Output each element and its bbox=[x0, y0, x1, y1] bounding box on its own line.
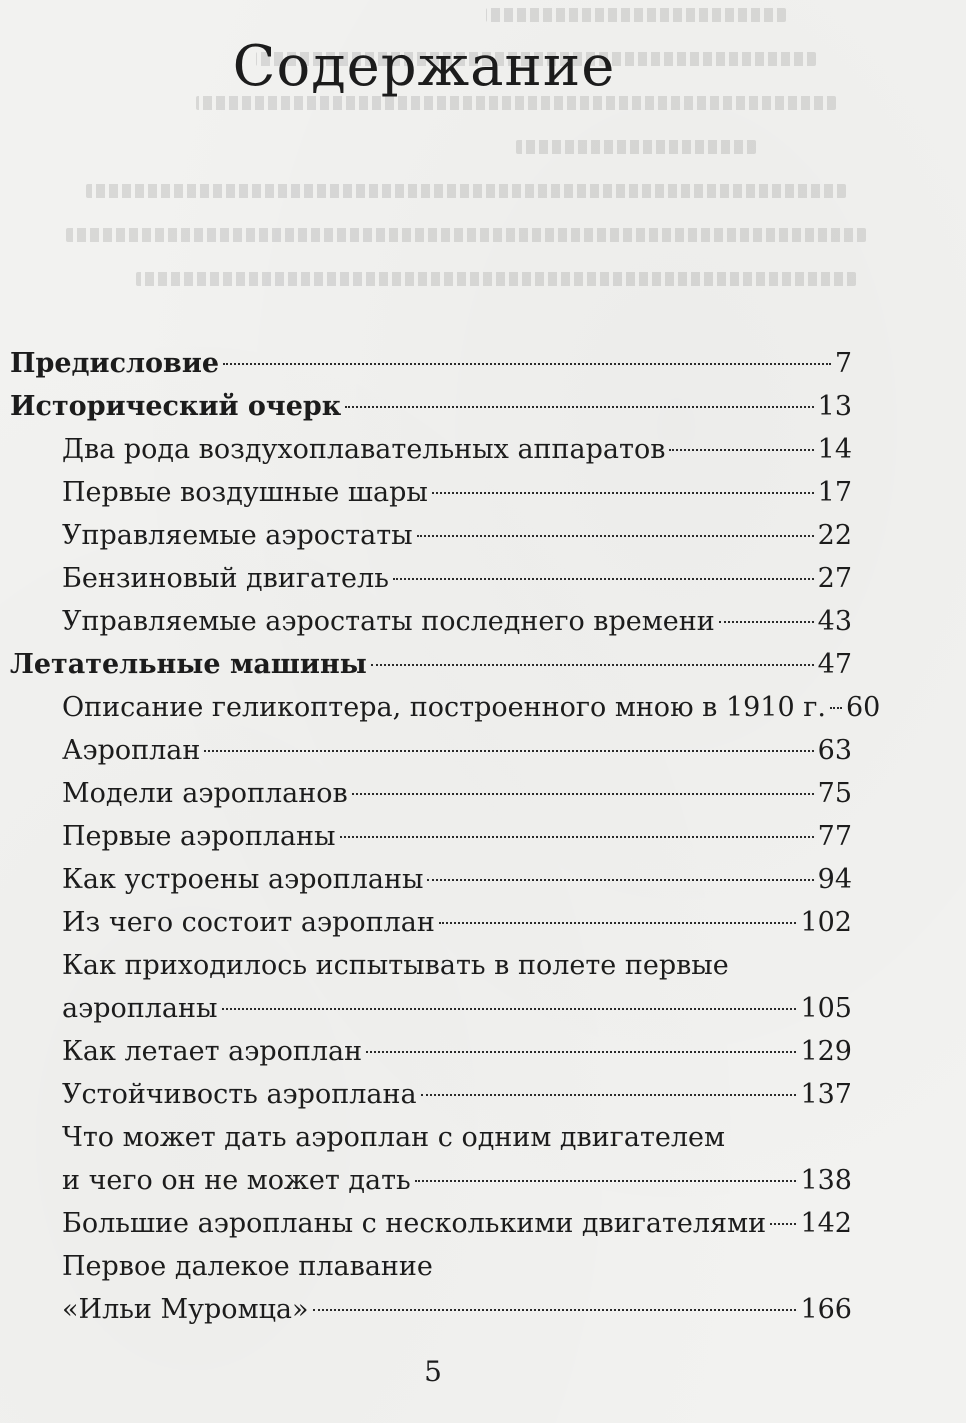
toc-entry-title: Управляемые аэростаты последнего времени bbox=[62, 606, 715, 637]
toc-entry-title: Модели аэропланов bbox=[62, 778, 348, 809]
toc-subsection-entry bbox=[10, 815, 852, 858]
toc-entry-title: Описание геликоптера, построенного мною в 1910 г. bbox=[62, 692, 826, 723]
toc-section-entry bbox=[10, 385, 852, 428]
dot-leader bbox=[340, 836, 814, 838]
toc-page-number: 14 bbox=[817, 434, 852, 465]
toc-page-number: 17 bbox=[817, 477, 852, 508]
dot-leader bbox=[439, 922, 797, 924]
dot-leader bbox=[393, 578, 814, 580]
toc-entry-title: Устойчивость аэроплана bbox=[62, 1079, 417, 1110]
toc-page-number: 77 bbox=[817, 821, 852, 852]
toc-subsection-entry bbox=[10, 1288, 852, 1331]
toc-page-number: 166 bbox=[800, 1294, 852, 1325]
toc-page-number: 138 bbox=[800, 1165, 852, 1196]
toc-page-number: 27 bbox=[817, 563, 852, 594]
toc-subsection-entry bbox=[10, 1202, 852, 1245]
toc-subsection-entry bbox=[10, 686, 881, 729]
dot-leader bbox=[223, 363, 831, 365]
toc-page-number: 63 bbox=[817, 735, 852, 766]
toc-entry-title: Два рода воздухоплавательных аппаратов bbox=[62, 434, 666, 465]
toc-page-number: 60 bbox=[845, 692, 881, 723]
toc-entry-title: аэропланы bbox=[62, 993, 218, 1024]
toc-subsection-entry bbox=[10, 1116, 852, 1159]
dot-leader bbox=[417, 535, 814, 537]
dot-leader bbox=[222, 1008, 797, 1010]
toc-page-number: 142 bbox=[800, 1208, 852, 1239]
toc-entry-title: «Ильи Муромца» bbox=[62, 1294, 309, 1325]
toc-subsection-entry bbox=[10, 1030, 852, 1073]
dot-leader bbox=[432, 492, 814, 494]
toc-entry-title: Управляемые аэростаты bbox=[62, 520, 413, 551]
toc-subsection-entry bbox=[10, 772, 852, 815]
toc-subsection-entry bbox=[10, 987, 852, 1030]
toc-page-number: 7 bbox=[834, 348, 852, 379]
toc-subsection-entry bbox=[10, 1159, 852, 1202]
toc-entry-title: Из чего состоит аэроплан bbox=[62, 907, 435, 938]
dot-leader bbox=[366, 1051, 796, 1053]
dot-leader bbox=[770, 1223, 796, 1225]
toc-page-number: 22 bbox=[817, 520, 852, 551]
dot-leader bbox=[345, 406, 813, 408]
toc-entry-title: Большие аэропланы с несколькими двигателями bbox=[62, 1208, 767, 1239]
toc-page-number: 137 bbox=[800, 1079, 852, 1110]
toc-entry-title: Что может дать аэроплан с одним двигателем bbox=[62, 1122, 726, 1153]
toc-page-number: 47 bbox=[817, 649, 852, 680]
toc-entry-title: Летательные машины bbox=[10, 649, 367, 680]
toc-entry-title: Как приходилось испытывать в полете первые bbox=[62, 950, 729, 981]
toc-subsection-entry bbox=[10, 600, 852, 643]
toc-subsection-entry bbox=[10, 1245, 852, 1288]
toc-subsection-entry bbox=[10, 729, 852, 772]
toc-entry-title: Первые воздушные шары bbox=[62, 477, 428, 508]
dot-leader bbox=[415, 1180, 797, 1182]
toc-entry-title: и чего он не может дать bbox=[62, 1165, 411, 1196]
toc-section-entry bbox=[10, 342, 852, 385]
toc-subsection-entry bbox=[10, 944, 852, 987]
toc-page-number: 129 bbox=[800, 1036, 852, 1067]
toc-subsection-entry bbox=[10, 557, 852, 600]
dot-leader bbox=[669, 449, 813, 451]
dot-leader bbox=[352, 793, 814, 795]
dot-leader bbox=[371, 664, 814, 666]
table-of-contents bbox=[10, 342, 881, 1331]
toc-subsection-entry bbox=[10, 1073, 852, 1116]
page-number: 5 bbox=[424, 1355, 442, 1388]
toc-subsection-entry bbox=[10, 428, 852, 471]
toc-entry-title: Исторический очерк bbox=[10, 391, 342, 422]
toc-entry-title: Бензиновый двигатель bbox=[62, 563, 389, 594]
toc-subsection-entry bbox=[10, 514, 852, 557]
dot-leader bbox=[719, 621, 814, 623]
dot-leader bbox=[204, 750, 813, 752]
dot-leader bbox=[313, 1309, 797, 1311]
dot-leader bbox=[427, 879, 813, 881]
toc-page-number: 75 bbox=[817, 778, 852, 809]
toc-page-number: 105 bbox=[800, 993, 852, 1024]
toc-entry-title: Как летает аэроплан bbox=[62, 1036, 363, 1067]
toc-entry-title: Как устроены аэропланы bbox=[62, 864, 424, 895]
toc-entry-title: Первое далекое плавание bbox=[62, 1251, 433, 1282]
page-title: Содержание bbox=[232, 34, 616, 99]
toc-entry-title: Первые аэропланы bbox=[62, 821, 336, 852]
dot-leader bbox=[421, 1094, 797, 1096]
dot-leader bbox=[830, 707, 842, 709]
toc-entry-title: Предисловие bbox=[10, 348, 220, 379]
toc-page-number: 102 bbox=[800, 907, 852, 938]
toc-subsection-entry bbox=[10, 471, 852, 514]
toc-page-number: 13 bbox=[817, 391, 852, 422]
toc-subsection-entry bbox=[10, 901, 852, 944]
toc-page-number: 43 bbox=[817, 606, 852, 637]
toc-entry-title: Аэроплан bbox=[62, 735, 201, 766]
toc-subsection-entry bbox=[10, 858, 852, 901]
toc-page-number: 94 bbox=[817, 864, 852, 895]
toc-section-entry bbox=[10, 643, 852, 686]
